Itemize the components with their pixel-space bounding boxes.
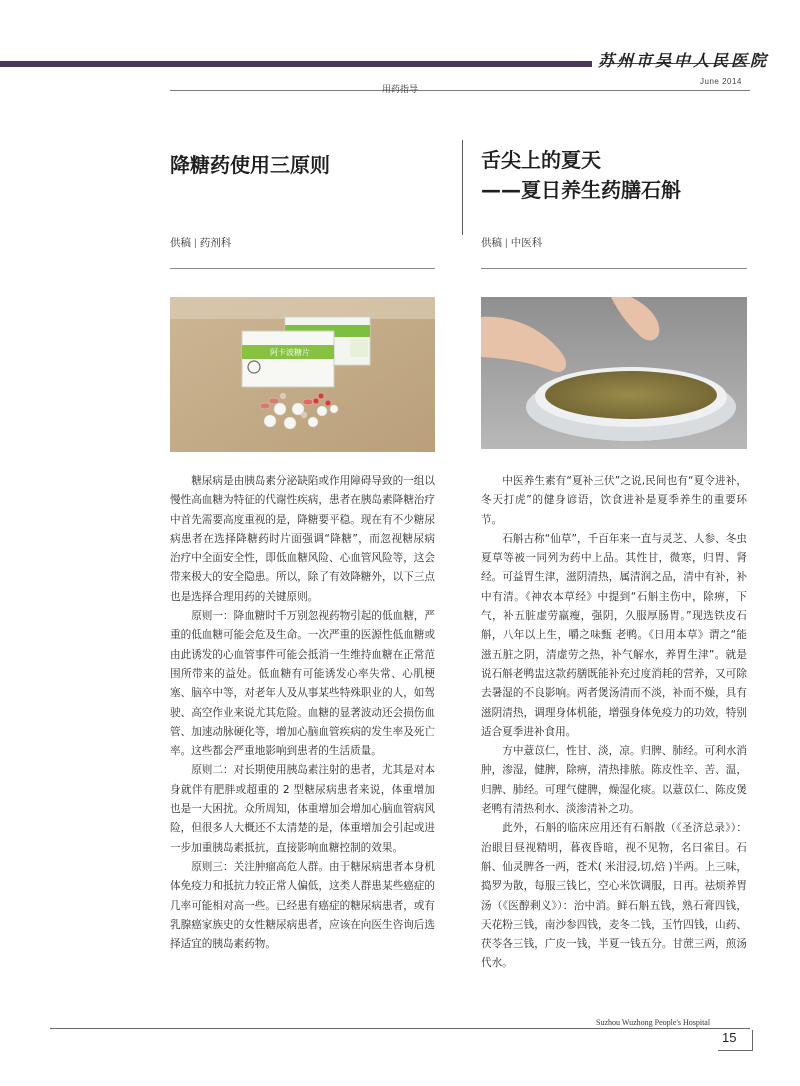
medicine-box-front bbox=[242, 331, 334, 387]
right-title-line2: ——夏日养生药膳石斛 bbox=[481, 178, 681, 202]
hospital-name: 苏州市吴中人民医院 bbox=[598, 51, 770, 70]
credit-label: 供稿 bbox=[481, 237, 502, 249]
footer-rule bbox=[50, 1028, 750, 1029]
left-article-body bbox=[170, 472, 435, 954]
paragraph: 石斛古称“仙草”，千百年来一直与灵芝、人参、冬虫夏草等被一同列为药中上品。其性甘，微寒，归胃、肾经。可益胃生津，滋阴清热，属清润之品，清中有补，补中有清。《神农本草经》中提到“石斛主伤中，除痹，下气，补五脏虚劳羸瘦，强阴，久服厚肠胃。”现选铁皮石斛，八年以上生，嚼之味甄 老鸭。《日用本草》谓之“能滋五脏之阴，清虚劳之热，补气解水，养胃生津”。就是说石斛老鸭盅这款药膳既能补充过度消耗的营养，又可除去暑湿的不良影响。两者煲汤清而不淡，补而不燥，具有滋阴清热，调理身体机能，增强身体免疫力的功效，特别适合夏季进补食用。 bbox=[481, 532, 747, 738]
right-article-body bbox=[481, 472, 747, 974]
paragraph: 原则二：对长期使用胰岛素注射的患者，尤其是对本身就伴有肥胖或超重的 2 型糖尿病患者来说，体重增加也是一大困扰。众所周知，体重增加会增加心脑血管病风险，但很多人大概还不太清楚的是，体重增加会引起或进一步加重胰岛素抵抗，直接影响血糖控制的效果。 bbox=[170, 764, 435, 854]
medicine-photo bbox=[170, 297, 435, 452]
paragraph: 糖尿病是由胰岛素分泌缺陷或作用障碍导致的一组以慢性高血糖为特征的代谢性疾病，患者在胰岛素降糖治疗中首先需要高度重视的是，降糖要平稳。现在有不少糖尿病患者在选择降糖药时片面强调“降糖”，而忽视糖尿病治疗中全面安全性，即低血糖风险、心血管风险等，这会带来极大的安全隐患。所以，除了有效降糖外，以下三点也是选择合理用药的关键原则。 bbox=[170, 475, 435, 603]
section-label: 用药指导 bbox=[382, 84, 419, 94]
credit-label: 供稿 bbox=[170, 237, 191, 249]
left-article-title: 降糖药使用三原则 bbox=[170, 153, 330, 177]
paragraph: 方中薏苡仁，性甘、淡，凉。归脾、肺经。可利水消肿，渗湿，健脾，除痹，清热排脓。陈皮性辛、苦、温，归脾、肺经。可理气健脾，燥湿化痰。以薏苡仁、陈皮煲老鸭有清热利水、淡渗清补之功。 bbox=[481, 745, 747, 816]
paragraph: 原则一：降血糖时千万别忽视药物引起的低血糖，严重的低血糖可能会危及生命。一次严重的医源性低血糖或由此诱发的心血管事件可能会抵消一生维持血糖在正常范围所带来的益处。低血糖有可能诱发心率失常、心肌梗塞、脑卒中等，对老年人及从事某些特殊职业的人，如驾驶、高空作业来说尤其危险。血糖的显著波动还会损伤血管、加速动脉硬化等，增加心脑血管疾病的发生率及死亡率。这些都会严重地影响到患者的生活质量。 bbox=[170, 610, 435, 758]
paragraph: 此外，石斛的临床应用还有石斛散（《圣济总录》）：治眼目昼视精明，暮夜昏暗，视不见物，名曰雀目。石斛、仙灵脾各一两，苍术( 米泔浸,切,焙 )半两。上三味，捣罗为散，每服三钱匕，空心米饮调服，日再。祛烦养胃汤（《医醇剩义》）：治中消。鲜石斛五钱，熟石膏四钱，天花粉三钱，南沙参四钱，麦冬二钱，玉竹四钱，山药、茯苓各三钱，广皮一钱，半夏一钱五分。甘蔗三两，煎汤代水。 bbox=[481, 822, 747, 970]
steel-bowl bbox=[526, 367, 736, 441]
right-title-line1: 舌尖上的夏天 bbox=[481, 148, 601, 172]
right-article-title bbox=[481, 145, 681, 205]
header-bar bbox=[0, 61, 592, 67]
paragraph: 原则三：关注肿瘤高危人群。由于糖尿病患者本身机体免疫力和抵抗力较正常人偏低，这类人群患某些癌症的几率可能相对高一些。已经患有癌症的糖尿病患者，或有乳腺癌家族史的女性糖尿病患者，应该在向医生咨询后选择适宜的胰岛素药物。 bbox=[170, 860, 435, 951]
credit-dept: 中医科 bbox=[510, 237, 543, 249]
box-label: 阿卡波糖片 bbox=[270, 348, 310, 357]
credit-dept: 药剂科 bbox=[199, 237, 232, 249]
dendrobium-photo bbox=[481, 297, 747, 449]
right-article-credit: 供稿 | 中医科 bbox=[481, 237, 543, 249]
left-article-credit: 供稿 | 药剂科 bbox=[170, 237, 232, 249]
issue-date: June 2014 bbox=[700, 77, 742, 86]
column-divider bbox=[462, 140, 463, 235]
left-credit-rule bbox=[170, 268, 435, 269]
page-number: 15 bbox=[722, 1030, 737, 1045]
right-credit-rule bbox=[481, 268, 747, 269]
section-divider bbox=[170, 90, 750, 91]
footer-hospital-name: Suzhou Wuzhong People's Hospital bbox=[596, 1018, 711, 1027]
paragraph: 中医养生素有“夏补三伏”之说,民间也有“夏令进补，冬天打虎”的健身谚语，饮食进补是夏季养生的重要环节。 bbox=[481, 475, 747, 526]
